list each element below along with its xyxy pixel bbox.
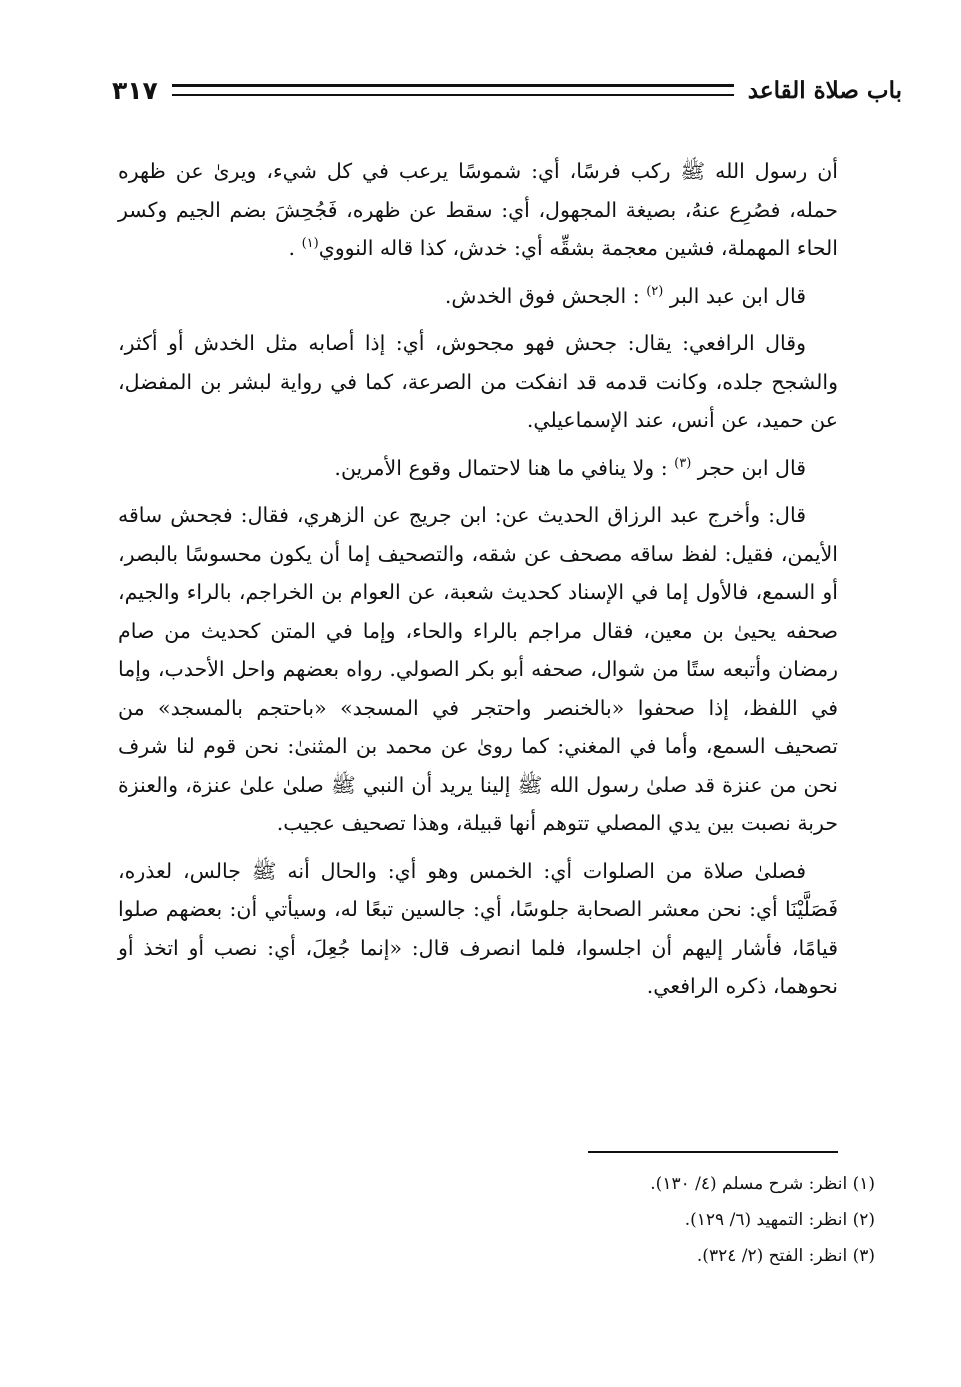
paragraph (118, 852, 838, 1006)
paragraph-text: قال: وأخرج عبد الرزاق الحديث عن: ابن جريج عن الزهري، فقال: فجحش ساقه الأيمن، فقيل: لفظ ساقه مصحف عن شقه، والتصحيف إما أن يكون محسوسًا بالبصر، أو السمع، فالأول إما في الإسناد كحديث شعبة، عن العوام بن الخراجم، بالراء والجيم، صحفه يحيىٰ بن معين، فقال مراجم بالراء والحاء، وإما في المتن كحديث من صام رمضان وأتبعه ستًا من شوال، صحفه أبو بكر الصولي. رواه بعضهم واحل الأحدب، وإما في اللفظ، إذا صحفوا «بالخنصر واحتجر في المسجد» «باحتجم بالمسجد» من تصحيف السمع، وأما في المغني: كما روىٰ عن محمد بن المثنىٰ: نحن قوم لنا شرف نحن من عنزة قد صلىٰ رسول الله ﷺ إلينا يريد أن النبي ﷺ صلىٰ علىٰ عنزة، والعنزة حربة نصبت بين يدي المصلي تتوهم أنها قبيلة، وهذا تصحيف عجيب. (118, 503, 838, 835)
footnote: (٣) انظر: الفتح (٢/ ٣٢٤). (696, 1246, 875, 1266)
footnote-ref: (٢) (646, 283, 664, 299)
footnote-divider (588, 1151, 838, 1153)
paragraph-tail: : ولا ينافي ما هنا لاحتمال وقوع الأمرين. (334, 455, 675, 480)
paragraph-text: قال ابن عبد البر (669, 283, 806, 308)
footnotes (400, 1166, 875, 1274)
paragraph (118, 496, 838, 843)
paragraph (118, 152, 838, 268)
footnote-ref: (١) (301, 236, 319, 251)
paragraph-tail: : الجحش فوق الخدش. (444, 283, 647, 308)
body-text (118, 152, 838, 1015)
page-number: ٣١٧ (112, 75, 158, 105)
footnote: (٢) انظر: التمهيد (٦/ ١٢٩). (684, 1210, 875, 1230)
paragraph-text: قال ابن حجر (697, 455, 806, 480)
paragraph-tail: . (288, 236, 302, 260)
paragraph (118, 277, 838, 316)
header-rule (172, 84, 734, 96)
footnote: (١) انظر: شرح مسلم (٤/ ١٣٠). (650, 1174, 875, 1194)
paragraph-text: وقال الرافعي: يقال: جحش فهو مجحوش، أي: إذا أصابه مثل الخدش أو أكثر، والشجح جلده، وكانت قدمه قد انفكت من الصرعة، كما في رواية لبشر بن المفضل، عن حميد، عن أنس، عند الإسماعيلي. (118, 331, 838, 432)
chapter-title: باب صلاة القاعد (747, 76, 902, 104)
paragraph (118, 324, 838, 440)
paragraph-text: فصلىٰ صلاة من الصلوات أي: الخمس وهو أي: والحال أنه ﷺ جالس، لعذره، فَصَلَّيْنَا أي: نحن معشر الصحابة جلوسًا، أي: جالسين تبعًا له، وسيأتي أن: بعضهم صلوا قيامًا، فأشار إليهم أن اجلسوا، فلما انصرف قال: «إنما جُعِلَ، أي: نصب أو اتخذ أو نحوهما، ذكره الرافعي. (118, 858, 838, 998)
paragraph (118, 449, 838, 488)
paragraph-text: أن رسول الله ﷺ ركب فرسًا، أي: شموسًا يرعب في كل شيء، ويرىٰ عن ظهره حمله، فصُرِع عنهُ، بصيغة المجهول، أي: سقط عن ظهره، فَجُحِشَ بضم الجيم وكسر الحاء المهملة، فشين معجمة بشقِّه أي: خدش، كذا قاله النووي (118, 159, 838, 260)
footnote-ref: (٣) (674, 455, 692, 471)
page-header (112, 68, 902, 112)
